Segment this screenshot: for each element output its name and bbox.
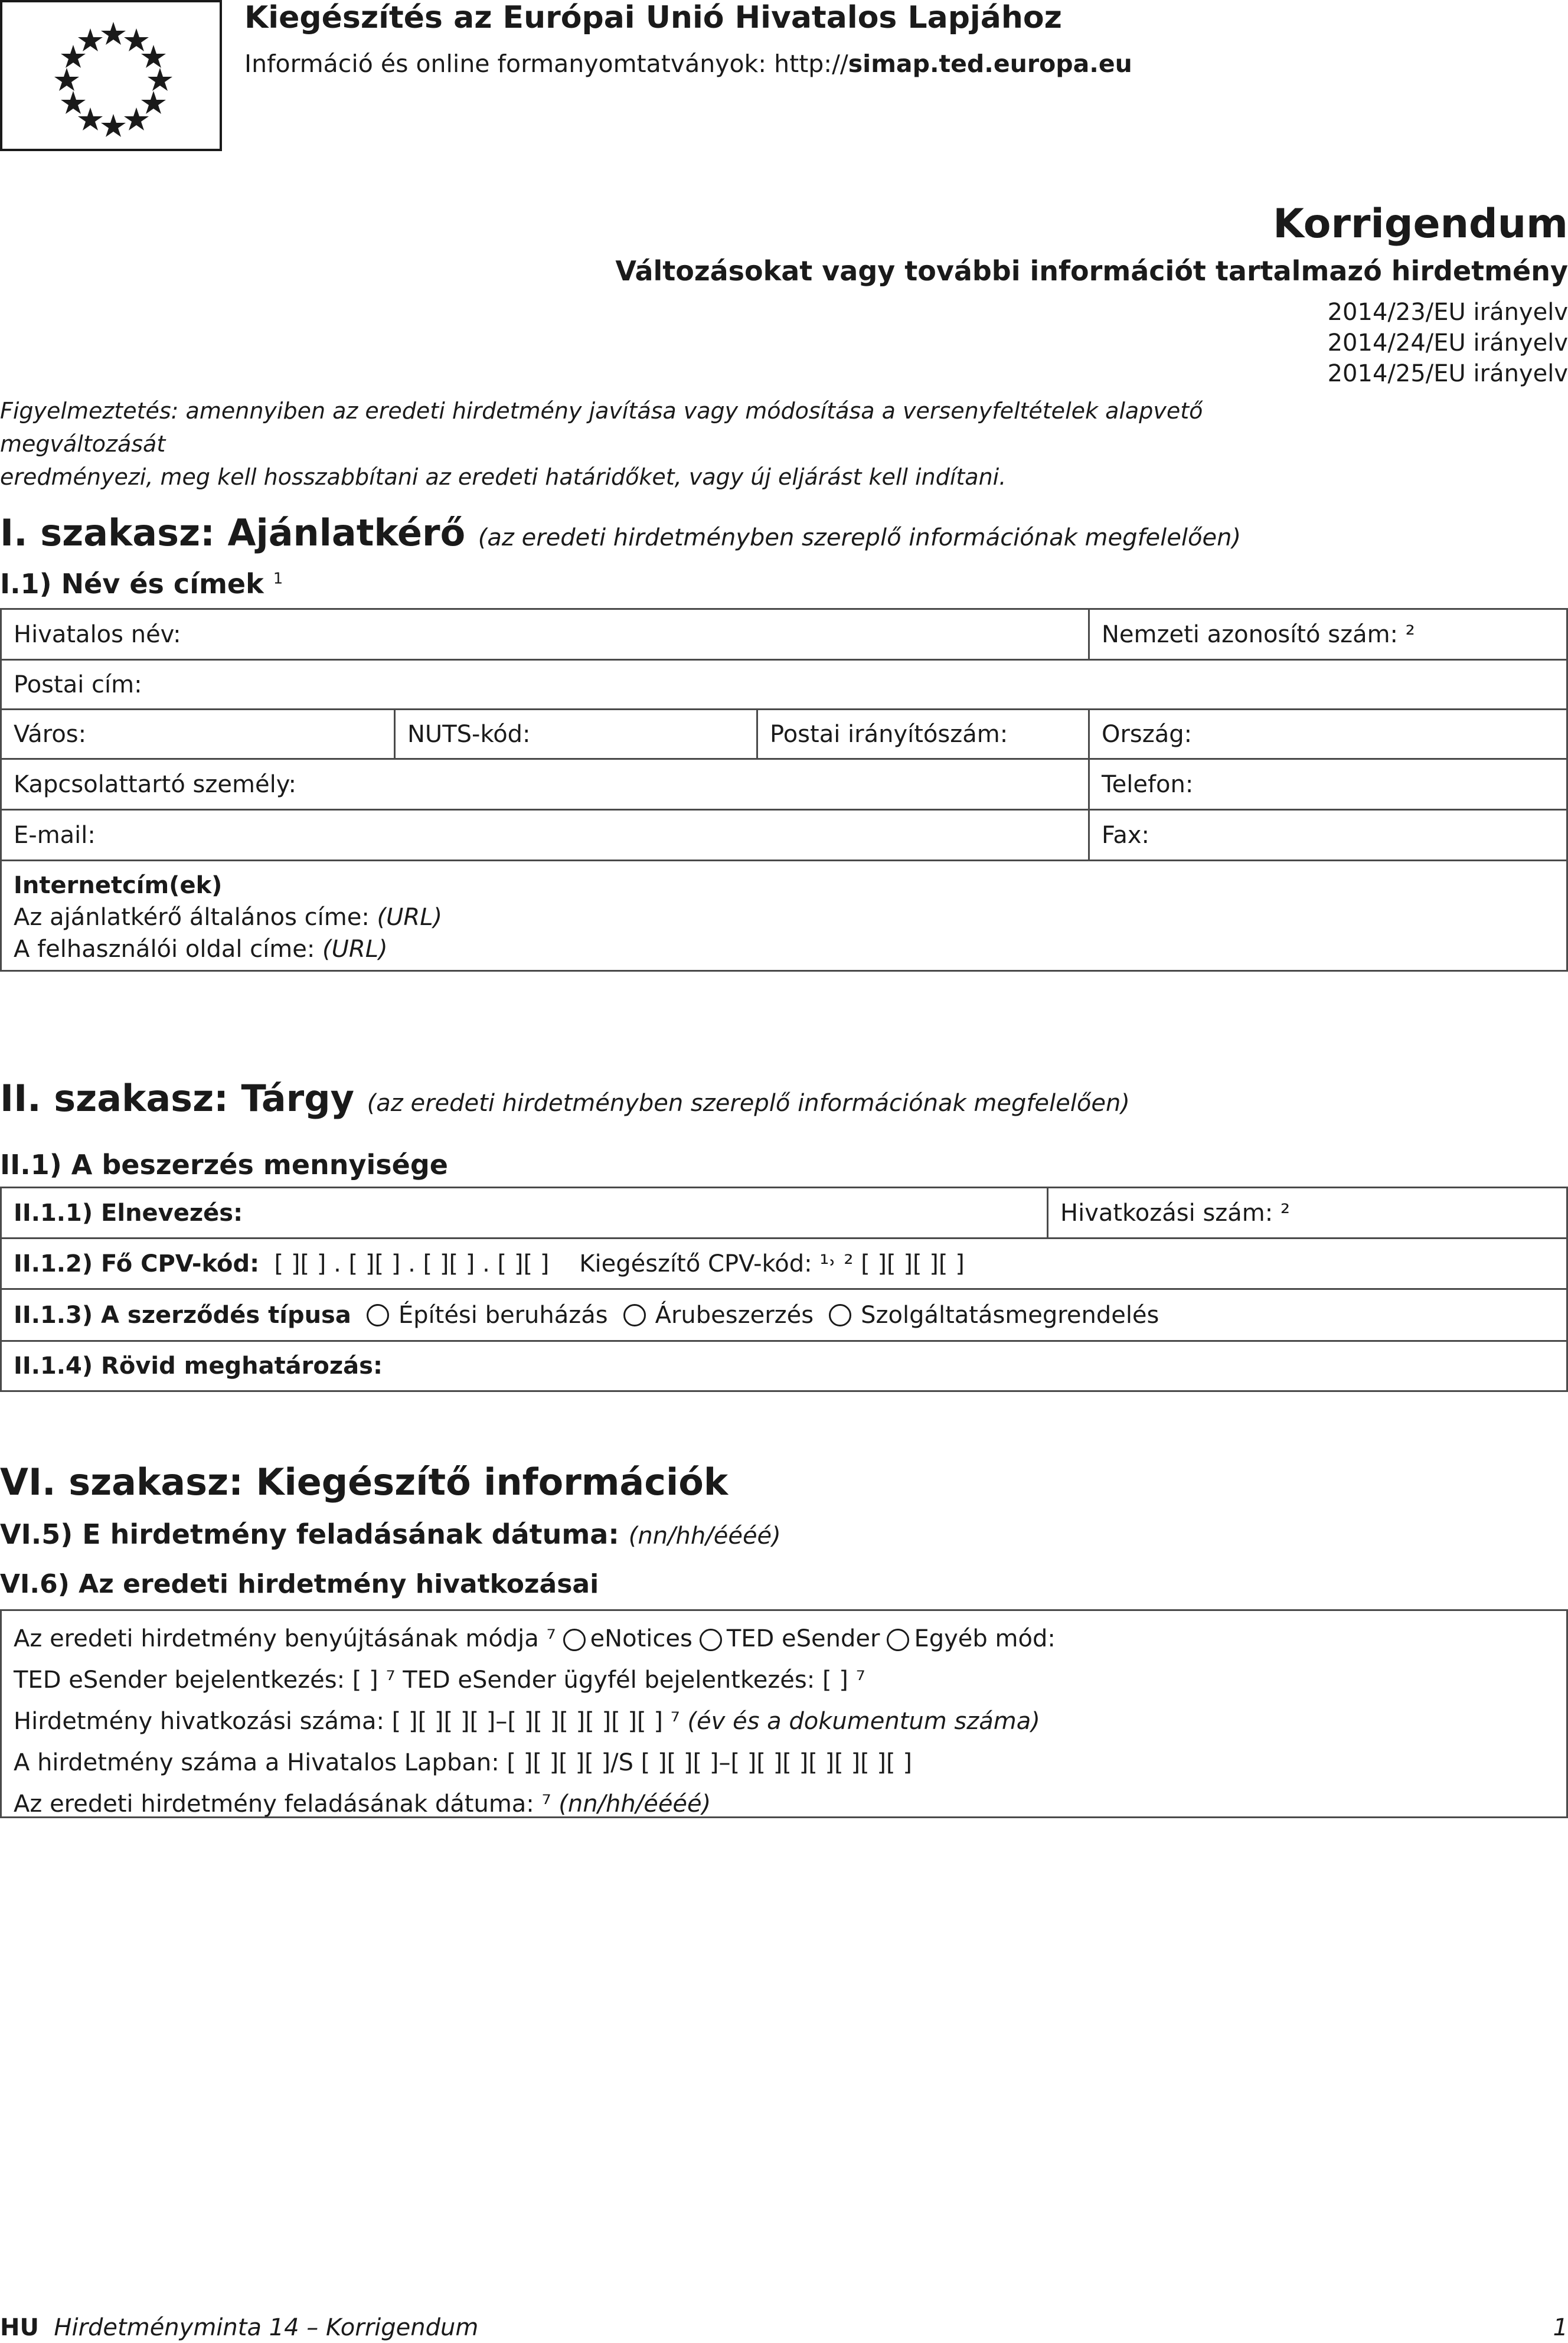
official-name-field[interactable]: Hivatalos név: [14,620,181,648]
title-field[interactable]: II.1.1) Elnevezés: [14,1199,243,1227]
page-title: Korrigendum [1273,201,1568,247]
other-means-radio[interactable] [887,1629,909,1651]
services-radio[interactable] [829,1304,851,1326]
object-table [0,1187,1568,1392]
submission-means-row: Az eredeti hirdetmény benyújtásának módja ⁷ eNotices TED eSender Egyéb mód: [14,1625,1056,1652]
reference-number-field[interactable]: Hivatkozási szám: ² [1047,1188,1566,1237]
section-1-heading: I. szakasz: Ajánlatkérő (az eredeti hirdetményben szereplő információnak megfelelően) [0,511,1242,554]
page-subtitle: Változásokat vagy további információt tartalmazó hirdetmény [615,255,1568,287]
directive-3: 2014/25/EU irányelv [1327,360,1568,387]
esender-radio[interactable] [700,1629,722,1651]
name-address-table [0,608,1568,972]
esender-login-row[interactable]: TED eSender bejelentkezés: [ ] ⁷ TED eSender ügyfél bejelentkezés: [ ] ⁷ [14,1666,865,1694]
fax-field[interactable]: Fax: [1088,811,1566,860]
postal-code-field[interactable]: Postai irányítószám: [756,710,1088,758]
contact-field[interactable]: Kapcsolattartó személy: [14,770,296,798]
simap-link[interactable]: simap.ted.europa.eu [848,50,1132,78]
national-id-field[interactable]: Nemzeti azonosító szám: ² [1088,610,1566,659]
general-url-field[interactable]: Az ajánlatkérő általános címe: (URL) [14,904,443,931]
section-1-1-heading: I.1) Név és címek $^1$ [0,568,283,600]
internet-addresses-block [2,861,454,970]
buyer-profile-field[interactable]: A felhasználói oldal címe: (URL) [14,936,388,963]
original-notice-box [0,1609,1568,1818]
cpv-suppl-brackets[interactable]: [ ][ ][ ][ ] [861,1250,965,1277]
supplies-radio[interactable] [623,1304,646,1326]
directive-1: 2014/23/EU irányelv [1327,299,1568,326]
nuts-field[interactable]: NUTS-kód: [394,710,756,758]
cpv-code-row[interactable]: II.1.2) Fő CPV-kód: [ ][ ] . [ ][ ] . [ ][ ] . [ ][ ] Kiegészítő CPV-kód: ¹˒ ² [ ][ ][ ][ ] [14,1250,965,1277]
eu-stars-icon [54,22,172,137]
original-dispatch-row[interactable]: Az eredeti hirdetmény feladásának dátuma: ⁷ (nn/hh/éééé) [14,1790,711,1818]
section-6-heading: VI. szakasz: Kiegészítő információk [0,1460,729,1504]
section-2-1-heading: II.1) A beszerzés mennyisége [0,1149,448,1181]
postal-address-field[interactable]: Postai cím: [14,671,142,698]
dispatch-date-heading: VI.5) E hirdetmény feladásának dátuma: (nn/hh/éééé) [0,1518,781,1550]
internet-label: Internetcím(ek) [14,872,223,899]
works-radio[interactable] [367,1304,389,1326]
section-2-heading: II. szakasz: Tárgy (az eredeti hirdetményben szereplő információnak megfelelően) [0,1077,1130,1120]
footer: HU Hirdetményminta 14 – Korrigendum [0,2314,479,2341]
eu-flag-logo [0,0,222,151]
page-number: 1 [1553,2314,1568,2341]
directive-2: 2014/24/EU irányelv [1327,329,1568,357]
phone-field[interactable]: Telefon: [1088,760,1566,809]
email-field[interactable]: E-mail: [14,821,96,849]
enotices-radio[interactable] [563,1629,586,1651]
oj-number-row[interactable]: A hirdetmény száma a Hivatalos Lapban: [ ][ ][ ][ ]/S [ ][ ][ ]–[ ][ ][ ][ ][ ][ ][ ] [14,1749,912,1776]
short-description-field[interactable]: II.1.4) Rövid meghatározás: [14,1352,383,1380]
original-notice-heading: VI.6) Az eredeti hirdetmény hivatkozásai [0,1569,599,1599]
supplement-title: Kiegészítés az Európai Unió Hivatalos Lapjához [244,0,1062,35]
city-field[interactable]: Város: [14,720,87,748]
notice-reference-row[interactable]: Hirdetmény hivatkozási száma: [ ][ ][ ][ ]–[ ][ ][ ][ ][ ][ ] ⁷ (év és a dokumentum száma) [14,1708,1040,1735]
country-field[interactable]: Ország: [1088,710,1566,758]
info-line: Információ és online formanyomtatványok: http://simap.ted.europa.eu [244,50,1132,78]
warning-text: Figyelmeztetés: amennyiben az eredeti hirdetmény javítása vagy módosítása a versenyfeltételek alapvető megváltozását eredményezi, meg kell hosszabbítani az eredeti határidőket, vagy új eljárást kell indítani. [0,398,1203,490]
cpv-main-brackets[interactable]: [ ][ ] . [ ][ ] . [ ][ ] . [ ][ ] [274,1250,550,1277]
contract-type-row: II.1.3) A szerződés típusa Építési beruházás Árubeszerzés Szolgáltatásmegrendelés [14,1301,1159,1329]
